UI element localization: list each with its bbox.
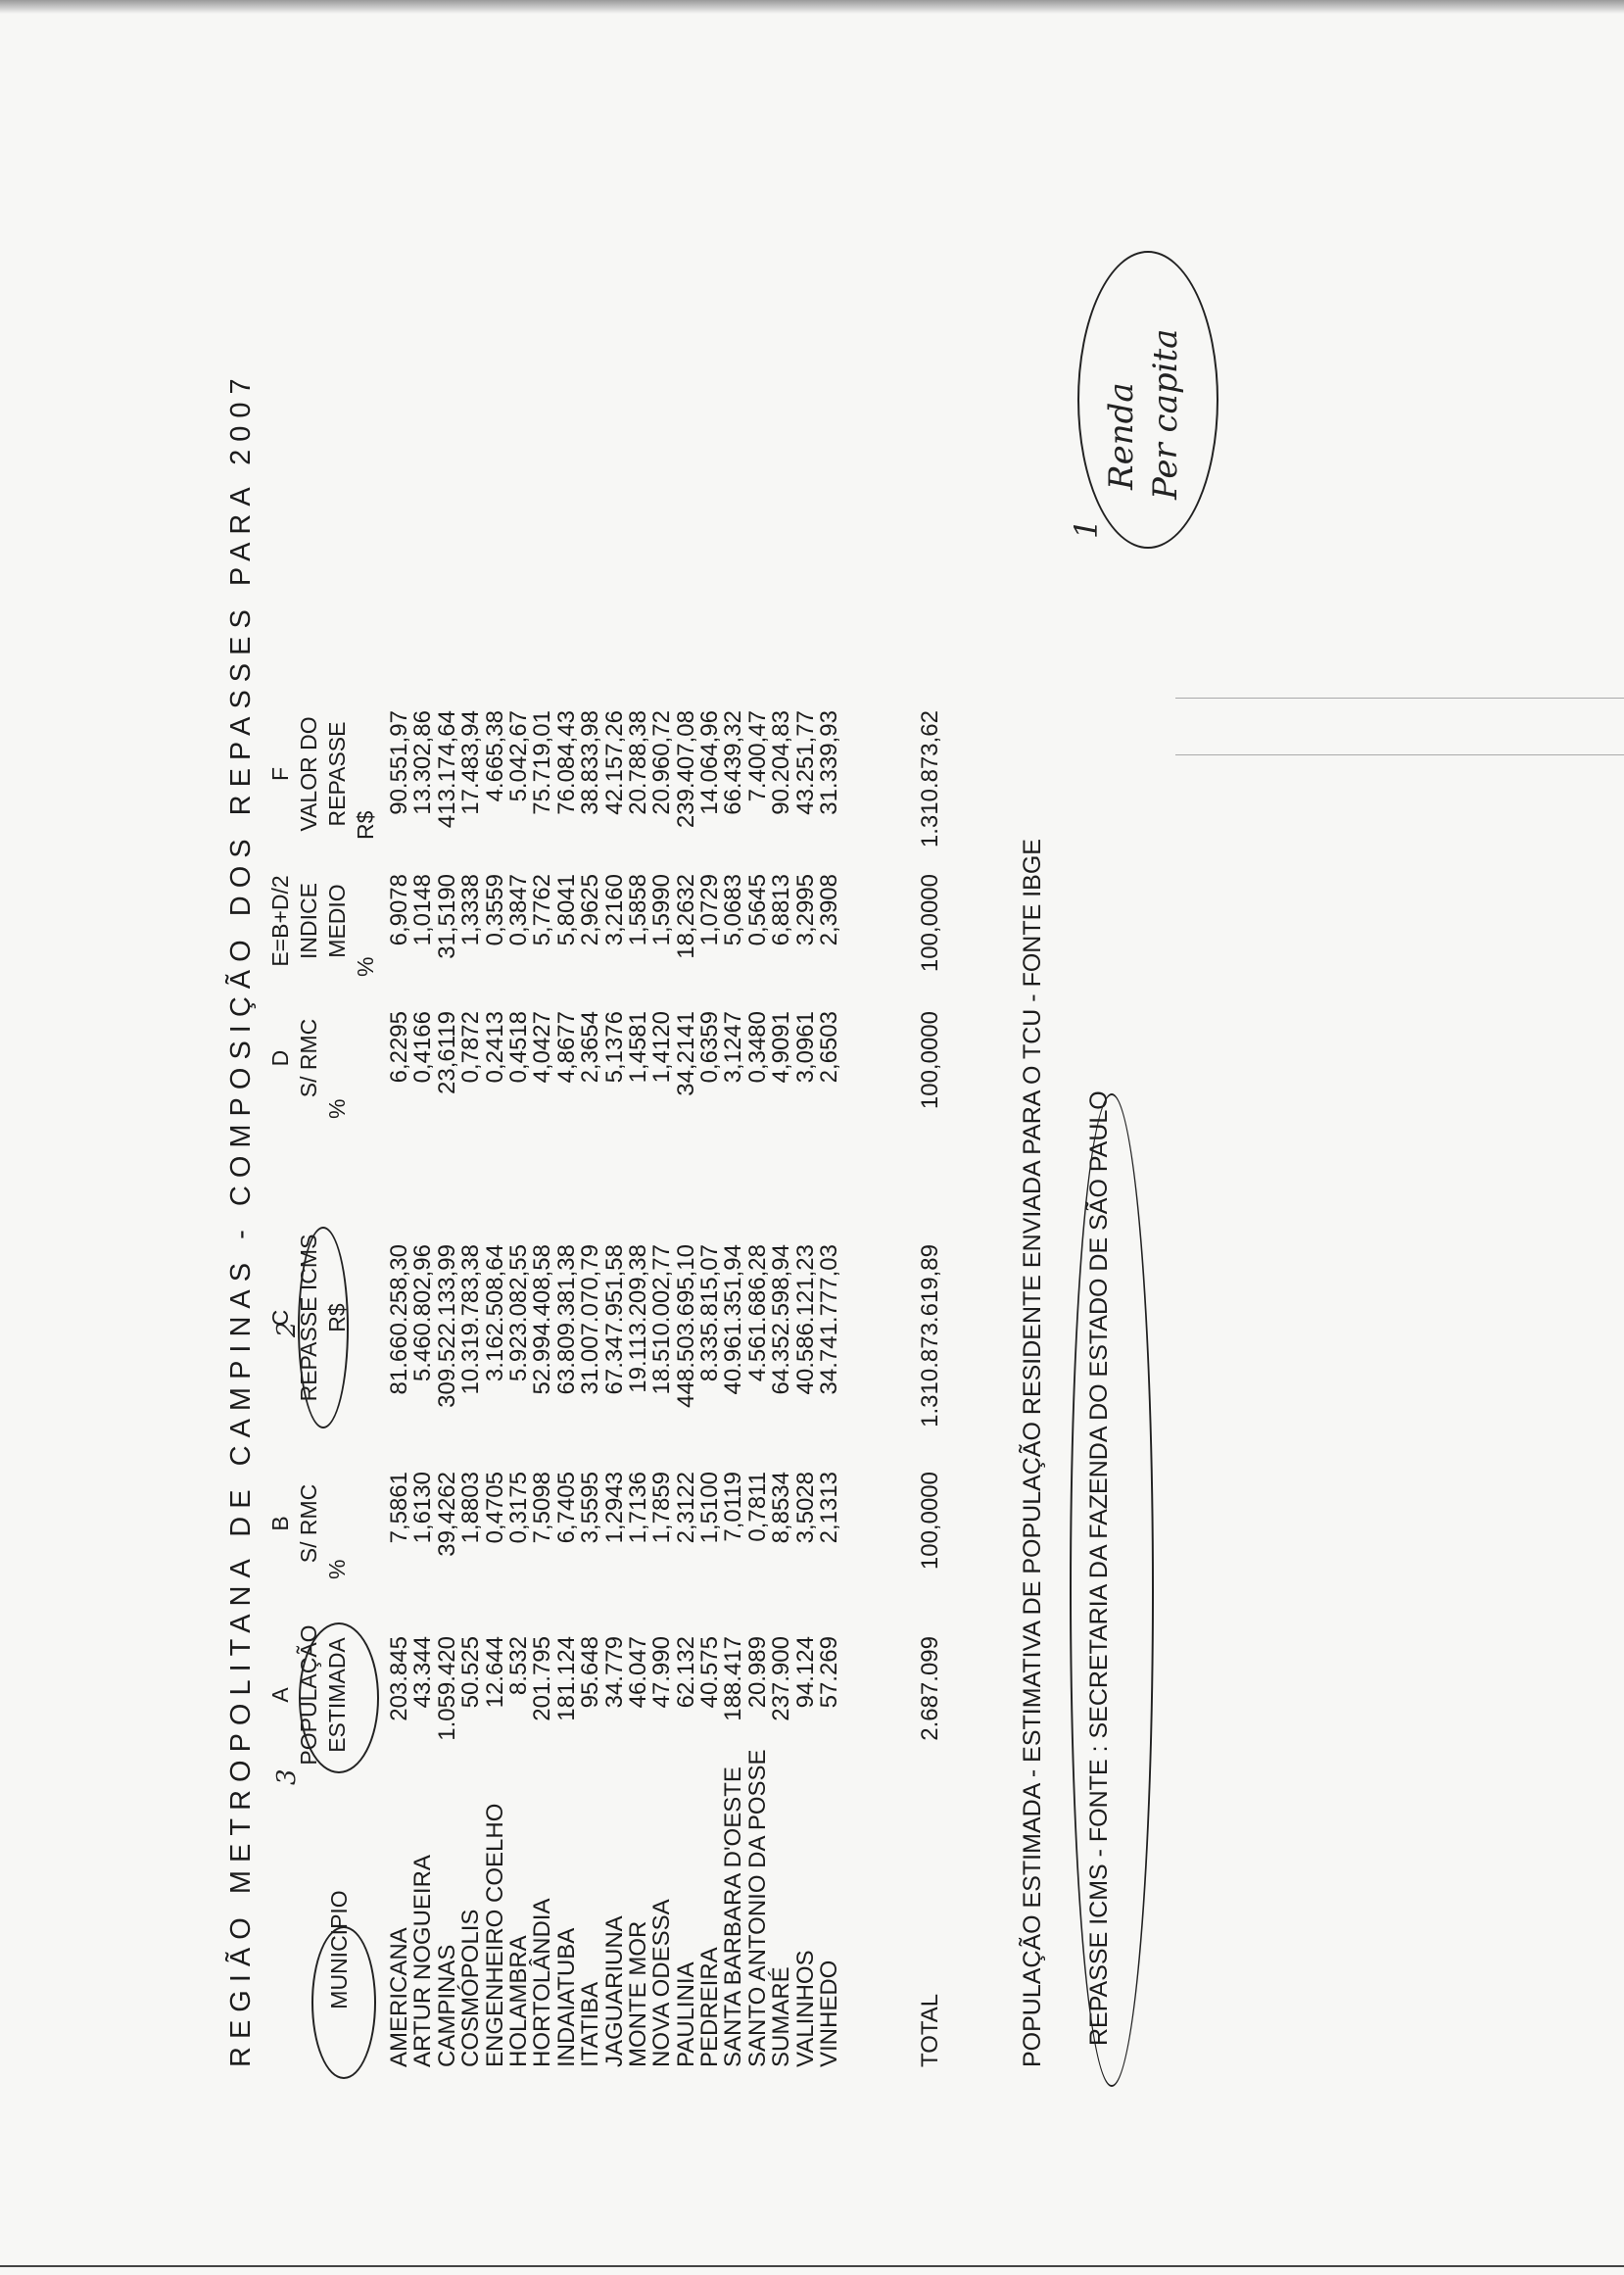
hand-number-1: 1	[1068, 518, 1105, 539]
cell-valor-repasse: 20.960,72	[648, 710, 676, 815]
cell-repasse-icms: 5.460.802,96	[409, 1244, 437, 1382]
cell-valor-repasse: 4.665,38	[481, 710, 508, 802]
hand-number-3: 3	[272, 1768, 302, 1785]
cell-d-pct: 0,2413	[481, 1011, 508, 1084]
column-e-pct	[388, 874, 841, 999]
cell-municipio: ARTUR NOGUEIRA	[409, 1855, 437, 2067]
cell-b-pct: 2,1313	[816, 1472, 843, 1544]
scan-edge-bottom	[0, 2265, 1624, 2267]
cell-municipio: AMERICANA	[386, 1927, 412, 2067]
cell-e-pct: 1,3338	[457, 874, 485, 946]
cell-d-pct: 0,6359	[696, 1011, 724, 1084]
cell-e-pct: 3,2995	[791, 874, 819, 946]
cell-repasse-icms: 67.347.951,58	[600, 1244, 628, 1395]
cell-municipio: VALINHOS	[791, 1950, 819, 2067]
cell-populacao: 188.417	[720, 1636, 747, 1721]
header-valor-repasse: F VALOR DO REPASSE R$	[267, 716, 378, 840]
cell-e-pct: 0,5645	[743, 874, 771, 946]
note-icms: REPASSE ICMS - FONTE : SECRETARIA DA FAZENDA DO ESTADO DE SÃO PAULO	[1085, 1090, 1113, 2046]
cell-valor-repasse: 13.302,86	[409, 710, 437, 815]
cell-d-pct: 3,0961	[791, 1011, 819, 1084]
total-repasse-icms: 1.310.873.619,89	[917, 1244, 943, 1428]
cell-valor-repasse: 43.251,77	[791, 710, 819, 815]
cell-populacao: 8.532	[504, 1636, 532, 1696]
cell-e-pct: 18,2632	[672, 874, 699, 959]
cell-populacao: 34.779	[600, 1636, 628, 1709]
cell-b-pct: 1,6130	[409, 1472, 437, 1544]
cell-e-pct: 5,8041	[552, 874, 580, 946]
cell-d-pct: 2,3654	[577, 1011, 604, 1084]
cell-municipio: COSMÓPOLIS	[457, 1909, 485, 2067]
cell-valor-repasse: 413.174,64	[433, 710, 460, 829]
cell-repasse-icms: 3.162.508,64	[481, 1244, 508, 1382]
cell-b-pct: 2,3122	[672, 1472, 699, 1544]
cell-repasse-icms: 18.510.002,77	[648, 1244, 676, 1395]
hand-text-renda: Renda	[1102, 382, 1141, 490]
total-valor-repasse: 1.310.873,62	[917, 710, 943, 848]
cell-repasse-icms: 448.503.695,10	[672, 1244, 699, 1408]
cell-repasse-icms: 52.994.408,58	[529, 1244, 556, 1395]
cell-populacao: 94.124	[791, 1636, 819, 1709]
cell-municipio: CAMPINAS	[433, 1944, 460, 2067]
cell-municipio: VINHEDO	[816, 1960, 843, 2067]
cell-repasse-icms: 40.961.351,94	[720, 1244, 747, 1395]
cell-d-pct: 4,9091	[768, 1011, 795, 1084]
cell-b-pct: 1,7859	[648, 1472, 676, 1544]
document-title: REGIÃO METROPOLITANA DE CAMPINAS - COMPOSIÇÃO DOS REPASSES PARA 2007	[225, 370, 257, 2067]
cell-municipio: PEDREIRA	[696, 1947, 724, 2067]
cell-valor-repasse: 90.551,97	[386, 710, 412, 815]
cell-populacao: 201.795	[529, 1636, 556, 1721]
note-populacao: POPULAÇÃO ESTIMADA - ESTIMATIVA DE POPULAÇÃO RESIDENTE ENVIADA PARA O TCU - FONTE IBGE	[1019, 839, 1046, 2067]
cell-d-pct: 0,4166	[409, 1011, 437, 1084]
cell-e-pct: 0,3559	[481, 874, 508, 946]
cell-d-pct: 0,3480	[743, 1011, 771, 1084]
cell-valor-repasse: 76.084,43	[552, 710, 580, 815]
cell-populacao: 237.900	[768, 1636, 795, 1721]
total-d-pct: 100,0000	[917, 1011, 943, 1110]
cell-d-pct: 0,7872	[457, 1011, 485, 1084]
cell-populacao: 203.845	[386, 1636, 412, 1721]
cell-d-pct: 3,1247	[720, 1011, 747, 1084]
cell-d-pct: 34,2141	[672, 1011, 699, 1096]
cell-b-pct: 6,7405	[552, 1472, 580, 1544]
cell-repasse-icms: 8.335.815,07	[696, 1244, 724, 1382]
cell-valor-repasse: 239.407,08	[672, 710, 699, 829]
cell-e-pct: 5,7762	[529, 874, 556, 946]
cell-e-pct: 1,0148	[409, 874, 437, 946]
cell-populacao: 40.575	[696, 1636, 724, 1709]
cell-repasse-icms: 5.923.082,55	[504, 1244, 532, 1382]
cell-valor-repasse: 5.042,67	[504, 710, 532, 802]
cell-d-pct: 0,4518	[504, 1011, 532, 1084]
total-b-pct: 100,0000	[917, 1472, 943, 1571]
cell-municipio: NOVA ODESSA	[648, 1899, 676, 2067]
cell-e-pct: 1,5990	[648, 874, 676, 946]
cell-populacao: 43.344	[409, 1636, 437, 1709]
header-repasse-icms: C REPASSE ICMS R$	[267, 1234, 350, 1402]
header-d: D S/ RMC %	[267, 1018, 350, 1119]
cell-e-pct: 2,3908	[816, 874, 843, 946]
hand-circle-note-icms	[1070, 1093, 1154, 2087]
cell-repasse-icms: 4.561.686,28	[743, 1244, 771, 1382]
cell-repasse-icms: 31.007.070,79	[577, 1244, 604, 1395]
cell-d-pct: 5,1376	[600, 1011, 628, 1084]
cell-repasse-icms: 19.113.209,38	[624, 1244, 651, 1393]
cell-valor-repasse: 17.483,94	[457, 710, 485, 815]
cell-valor-repasse: 20.788,38	[624, 710, 651, 815]
cell-b-pct: 3,5028	[791, 1472, 819, 1544]
cell-b-pct: 7,5861	[386, 1472, 412, 1544]
column-d-pct	[388, 1011, 841, 1137]
column-b-pct	[388, 1472, 841, 1597]
cell-b-pct: 39,4262	[433, 1472, 460, 1557]
cell-b-pct: 8,8534	[768, 1472, 795, 1544]
total-label: TOTAL	[917, 1993, 943, 2067]
cell-b-pct: 0,3175	[504, 1472, 532, 1544]
cell-d-pct: 1,4120	[648, 1011, 676, 1084]
column-repasse-icms	[388, 1244, 841, 1460]
cell-e-pct: 1,0729	[696, 874, 724, 946]
cell-d-pct: 23,6119	[433, 1011, 460, 1094]
cell-b-pct: 1,5100	[696, 1472, 724, 1544]
cell-municipio: ITATIBA	[577, 1981, 604, 2067]
cell-repasse-icms: 34.741.777,03	[816, 1244, 843, 1395]
cell-populacao: 50.525	[457, 1636, 485, 1709]
cell-populacao: 181.124	[552, 1636, 580, 1721]
cell-valor-repasse: 38.833,98	[577, 710, 604, 815]
cell-b-pct: 1,2943	[600, 1472, 628, 1544]
cell-municipio: JAGUARIUNA	[600, 1915, 628, 2067]
hand-text-per-capita: Per capita	[1146, 328, 1185, 500]
header-b: B S/ RMC %	[267, 1483, 350, 1579]
cell-valor-repasse: 66.439,32	[720, 710, 747, 815]
cell-municipio: ENGENHEIRO COELHO	[481, 1803, 508, 2067]
cell-valor-repasse: 31.339,93	[816, 710, 843, 815]
cell-e-pct: 6,8813	[768, 874, 795, 946]
hand-circle-repasse-icms	[298, 1227, 349, 1428]
cell-d-pct: 2,6503	[816, 1011, 843, 1084]
cell-municipio: HORTOLÂNDIA	[529, 1898, 556, 2067]
hand-circle-municipio	[311, 1926, 376, 2079]
total-e-pct: 100,0000	[917, 874, 943, 973]
cell-populacao: 1.059.420	[433, 1636, 460, 1741]
cell-d-pct: 4,8677	[552, 1011, 580, 1084]
cell-e-pct: 6,9078	[386, 874, 412, 946]
rotated-document	[215, 108, 1587, 2067]
cell-b-pct: 0,7811	[743, 1472, 771, 1542]
cell-populacao: 12.644	[481, 1636, 508, 1709]
cell-e-pct: 0,3847	[504, 874, 532, 946]
cell-municipio: INDAIATUBA	[552, 1927, 580, 2067]
cell-municipio: SANTA BARBARA D'OESTE	[720, 1767, 747, 2067]
cell-repasse-icms: 309.522.133,99	[433, 1244, 460, 1408]
cell-municipio: SUMARÉ	[768, 1966, 795, 2067]
cell-valor-repasse: 75.719,01	[529, 710, 556, 815]
cell-repasse-icms: 63.809.381,38	[552, 1244, 580, 1395]
cell-repasse-icms: 64.352.598,94	[768, 1244, 795, 1395]
cell-b-pct: 1,8803	[457, 1472, 485, 1544]
column-valor-repasse	[388, 710, 841, 867]
cell-repasse-icms: 10.319.783,38	[457, 1244, 485, 1395]
cell-municipio: HOLAMBRA	[504, 1935, 532, 2067]
cell-populacao: 62.132	[672, 1636, 699, 1709]
cell-valor-repasse: 42.157,26	[600, 710, 628, 815]
cell-b-pct: 0,4705	[481, 1472, 508, 1544]
cell-populacao: 57.269	[816, 1636, 843, 1709]
cell-d-pct: 4,0427	[529, 1011, 556, 1084]
header-populacao: A POPULAÇÃO ESTIMADA	[267, 1624, 350, 1766]
total-populacao: 2.687.099	[917, 1636, 943, 1741]
header-municipio: MUNICIPIO	[326, 1890, 352, 2009]
cell-d-pct: 1,4581	[624, 1011, 651, 1084]
cell-valor-repasse: 7.400,47	[743, 710, 771, 802]
cell-e-pct: 31,5190	[433, 874, 460, 959]
cell-valor-repasse: 14.064,96	[696, 710, 724, 815]
cell-b-pct: 7,5098	[529, 1472, 556, 1544]
cell-e-pct: 3,2160	[600, 874, 628, 946]
hand-number-2: 2	[272, 1321, 302, 1337]
cell-populacao: 95.648	[577, 1636, 604, 1709]
cell-populacao: 20.989	[743, 1636, 771, 1709]
column-populacao	[388, 1636, 841, 1783]
header-e: E=B+D/2 INDICE MEDIO %	[267, 875, 378, 977]
cell-municipio: PAULINIA	[672, 1961, 699, 2067]
cell-repasse-icms: 81.660.258,30	[386, 1244, 412, 1395]
cell-municipio: SANTO ANTONIO DA POSSE	[743, 1749, 771, 2067]
scan-edge-top	[0, 0, 1624, 14]
cell-municipio: MONTE MOR	[624, 1920, 651, 2067]
cell-populacao: 47.990	[648, 1636, 676, 1709]
cell-e-pct: 2,9625	[577, 874, 604, 946]
hand-circle-populacao	[299, 1622, 379, 1773]
cell-e-pct: 5,0683	[720, 874, 747, 946]
cell-e-pct: 1,5858	[624, 874, 651, 946]
cell-valor-repasse: 90.204,83	[768, 710, 795, 815]
cell-b-pct: 1,7136	[624, 1472, 651, 1544]
cell-populacao: 46.047	[624, 1636, 651, 1709]
cell-b-pct: 3,5595	[577, 1472, 604, 1544]
cell-repasse-icms: 40.586.121,23	[791, 1244, 819, 1395]
cell-b-pct: 7,0119	[720, 1472, 747, 1542]
cell-d-pct: 6,2295	[386, 1011, 412, 1084]
